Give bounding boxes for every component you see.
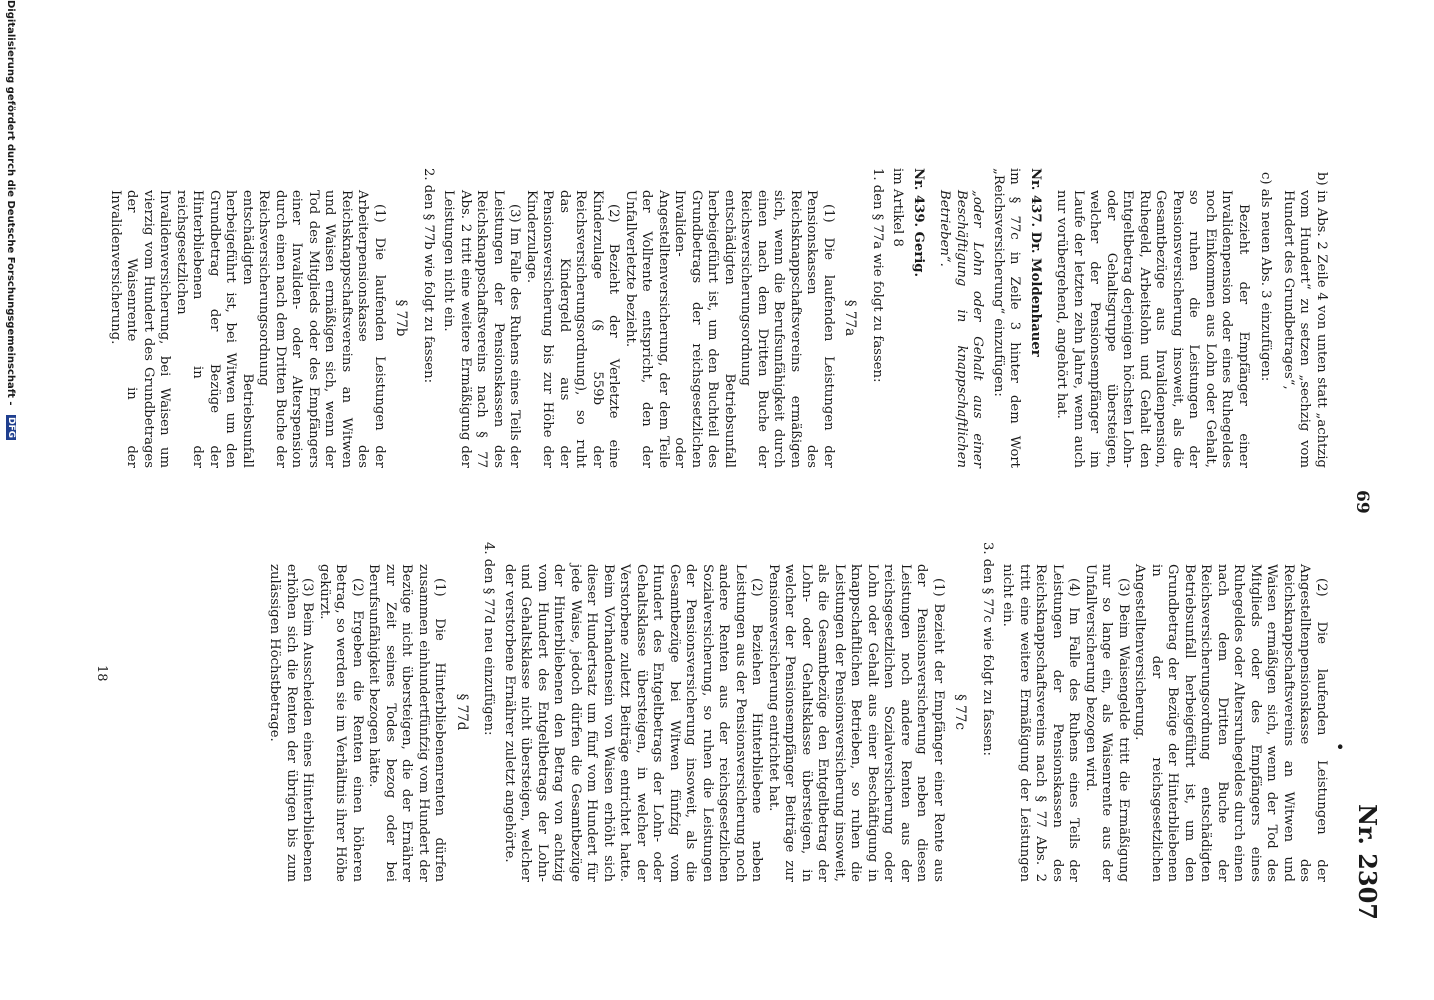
item-c-intro: c) als neuen Abs. 3 einzufügen: bbox=[1258, 172, 1274, 382]
sheet-number: 18 bbox=[94, 665, 109, 682]
s77d-p1: (1) Die Hinterbliebenenrenten dürfen zusammen einhundertfünfzig vom Hundert der Bezüge nicht übersteigen, die der Ernährer zur Zeit seines Todes bezog oder bei Berufsunfähigkeit bezogen hätte. bbox=[366, 564, 448, 882]
dfg-logo: DFG bbox=[6, 417, 16, 439]
s77d-title: § 77d bbox=[454, 693, 470, 731]
right-column bbox=[266, 542, 1329, 882]
s77b-p3: (3) Beim Waisengelde tritt die Ermäßigung nur so lange ein, als Waisenrente aus der Unfallversicherung bezogen wird. bbox=[1083, 564, 1131, 882]
left-column bbox=[107, 168, 1330, 468]
nr437-title: Nr. 437. Dr. Moldenhauer bbox=[1028, 168, 1043, 357]
s77a-p2: (2) Bezieht der Verletzte eine Kinderzulage (§ 559b der Reichsversicherungsordnung), so ruht das Kindergeld aus der Pensionsversicherung bis zur Höhe der Kinderzulage. bbox=[524, 190, 622, 468]
s77a-p1: (1) Die laufenden Leistungen der Pensionskassen des Reichsknappschaftsvereins ermäßigen sich, wenn die Berufsunfähigkeit durch einen nach dem Dritten Buche der Reichsversicherungsordnung entschädigten Betriebsunfall herbeigeführt ist, um den Buchteil des Grundbetrags der reichsgesetzlichen Invaliden- oder Angestelltenversicherung, der dem Teile der Vollrente entspricht, den der Unfallverletzte bezieht. bbox=[623, 190, 836, 468]
s77c-p1: (1) Bezieht der Empfänger einer Rente aus der Pensionsversicherung neben diesen Leistungen noch andere Renten aus der reichsgesetzlichen Sozialversicherung oder Lohn oder Gehalt aus einer Beschäftigung in knappschaftlichen Betrieben, so ruhen die Leistungen der Pensionsversicherung insoweit, als die Gesamtbezüge den Entgeltbetrag der Lohn- oder Gehaltsklasse übersteigen, in welcher der Pensionsempfänger Beiträge zur Pensionsversicherung entrichtet hat. bbox=[766, 564, 946, 882]
s77c-title: § 77c bbox=[952, 694, 969, 730]
item-4: 4. den § 77d neu einzufügen: bbox=[481, 542, 497, 736]
nr439-article: im Artikel 8 bbox=[890, 168, 906, 247]
nr437-quote: „oder Lohn oder Gehalt aus einer Beschäftigung in knappschaftlichen Betrieben“. bbox=[937, 190, 986, 468]
s77a-title: § 77a bbox=[842, 299, 859, 337]
s77d-p2: (2) Ergeben die Renten einen höheren Betrag, so werden sie im Verhältnis ihrer Höhe gekürzt. bbox=[317, 564, 365, 882]
digitization-note bbox=[5, 0, 16, 1000]
s77b-title: § 77b bbox=[393, 299, 410, 337]
item-3: 3. den § 77c wie folgt zu fassen: bbox=[980, 542, 995, 756]
s77b-p4: (4) Im Falle des Ruhens eines Teils der Leistungen der Pensionskassen des Reichsknappschaftsvereins nach § 77 Abs. 2 tritt eine weitere Ermäßigung der Leistungen nicht ein. bbox=[1000, 564, 1082, 882]
s77b-p1: (1) Die laufenden Leistungen der Arbeiterpensionskasse des Reichsknappschaftsvereins an Witwen und Waisen ermäßigen sich, wenn der Tod des Mitglieds oder des Empfängers einer Invaliden- oder Alterspension durch einen nach dem Dritten Buche der Reichsversicherungsordnung entschädigten Betriebsunfall herbeigeführt ist, bei Witwen um den Grundbetrag der Bezüge der Hinterbliebenen in der reichsgesetzlichen Invalidenversicherung, bei Waisen um vierzig vom Hundert des Grundbetrages der Waisenrente in der Invalidenversicherung. bbox=[108, 190, 387, 468]
item-2: 2. den § 77b wie folgt zu fassen: bbox=[421, 168, 436, 384]
item-c-text: Bezieht der Empfänger einer Invalidenpension oder eines Ruhegeldes noch Einkommen aus Lohn oder Gehalt, so ruhen die Leistungen der Pensionsversicherung insoweit, als die Gesamtbezüge aus Invalidenpension, Ruhegeld, Arbeitslohn und Gehalt den Entgeltbetrag derjenigen höchsten Lohn- oder Gehaltsgruppe übersteigen, welcher der Pensionsempfänger im Laufe der letzten zehn Jahre, wenn auch nur vorübergehend, angehört hat. bbox=[1054, 190, 1251, 468]
item-1: 1. den § 77a wie folgt zu fassen: bbox=[870, 168, 885, 383]
nr439-title: Nr. 439. Gerig. bbox=[911, 168, 926, 278]
digitization-text: Digitalisierung gefördert durch die Deutsche Forschungsgemeinschaft - bbox=[5, 0, 16, 406]
mark-dot: • bbox=[1330, 742, 1349, 752]
page-number: 69 bbox=[1352, 490, 1372, 514]
s77d-p3: (3) Beim Ausscheiden eines Hinterbliebenen erhöhen sich die Renten der übrigen bis zum zulässigen Höchstbetrage. bbox=[267, 564, 316, 882]
item-b: b) in Abs. 2 Zeile 4 von unten statt „achtzig vom Hundert“ zu setzen „sechzig vom Hundert des Grundbetrages“, bbox=[1281, 172, 1329, 468]
s77b-p2: (2) Die laufenden Leistungen der Angestelltenpensionskasse des Reichsknappschaftsvereins an Witwen und Waisen ermäßigen sich, wenn der Tod des Mitglieds oder des Empfängers eines Ruhegeldes oder Altersruhegeldes durch einen nach dem Dritten Buche der Reichsversicherungsordnung entschädigten Betriebsunfall herbeigeführt ist, um den Grundbetrag der Bezüge der Hinterbliebenen in der reichsgesetzlichen Angestelltenversicherung. bbox=[1132, 564, 1329, 882]
nr437-text: im § 77c in Zeile 3 hinter dem Wort „Reichsversicherung“ einzufügen: bbox=[991, 168, 1023, 468]
s77c-p2: (2) Beziehen Hinterbliebene neben Leistungen aus der Pensionsversicherung noch andere Renten aus der reichsgesetzlichen Sozialversicherung, so ruhen die Leistungen der Pensionsversicherung insoweit, als die Gesamtbezüge bei Witwen fünfzig vom Hundert des Entgeltbetrags der Lohn- oder Gehaltsklasse übersteigen, in welcher der Verstorbene zuletzt Beiträge entrichtet hatte. Beim Vorhandensein von Waisen erhöht sich dieser Hundertsatz um fünf vom Hundert für jede Waise, jedoch dürfen die Gesamtbezüge der Hinterbliebenen den Betrag von achtzig vom Hundert des Entgeltbetrags der Lohn- und Gehaltsklasse nicht übersteigen, welcher der verstorbene Ernährer zuletzt angehörte. bbox=[502, 564, 765, 882]
s77a-p3: (3) Im Falle des Ruhens eines Teils der Leistungen der Pensionskassen des Reichsknappschaftsvereins nach § 77 Abs. 2 tritt eine weitere Ermäßigung der Leistungen nicht ein. bbox=[441, 190, 523, 468]
document-number: Nr. 2307 bbox=[1353, 804, 1382, 920]
